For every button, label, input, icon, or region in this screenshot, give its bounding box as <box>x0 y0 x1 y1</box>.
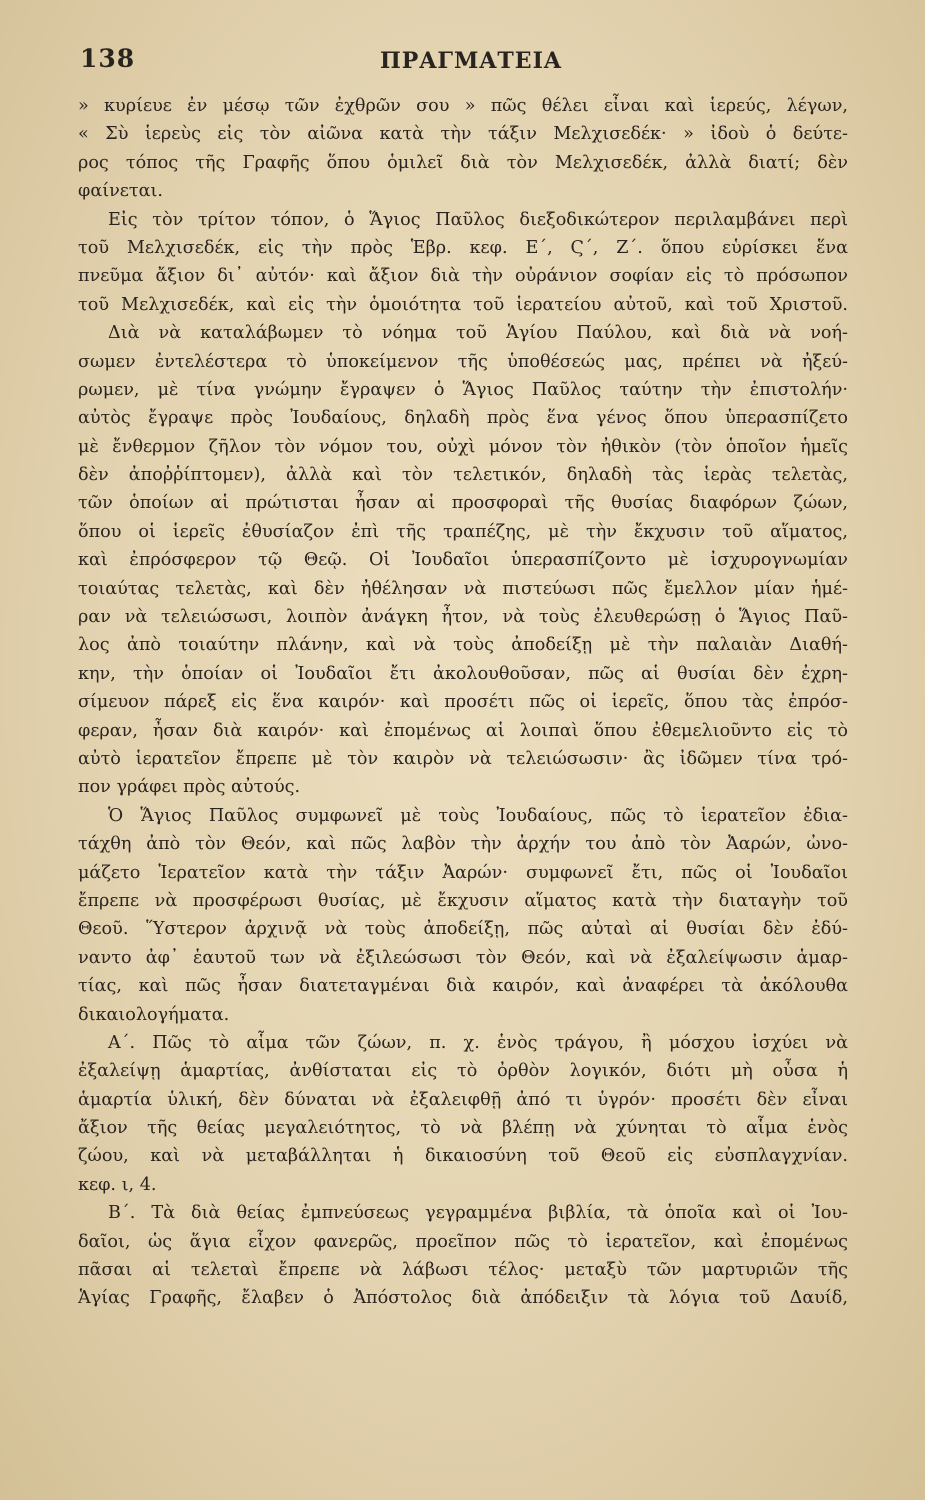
text-line: ραν νὰ τελειώσωσι, λοιπὸν ἀνάγκη ἦτον, νὰ τοὺς ἐλευθερώσῃ ὁ Ἅγιος Παῦ- <box>78 607 848 628</box>
text-line: ρος τόπος τῆς Γραφῆς ὅπου ὁμιλεῖ διὰ τὸν Μελχισεδέκ, ἀλλὰ διατί; δὲν <box>78 152 848 173</box>
text-line: « Σὺ ἱερεὺς εἰς τὸν αἰῶνα κατὰ τὴν τάξιν Μελχισεδέκ· » ἰδοὺ ὁ δεύτε- <box>78 124 848 145</box>
text-line: σίμευον πάρεξ εἰς ἕνα καιρόν· καὶ προσέτι πῶς οἱ ἱερεῖς, ὅπου τὰς ἐπρόσ- <box>78 692 848 713</box>
text-line: Ἁγίας Γραφῆς, ἔλαβεν ὁ Ἀπόστολος διὰ ἀπόδειξιν τὰ λόγια τοῦ Δαυίδ, <box>78 1288 848 1309</box>
text-line: ἔπρεπε νὰ προσφέρωσι θυσίας, μὲ ἔκχυσιν αἵματος κατὰ τὴν διαταγὴν τοῦ <box>78 890 848 911</box>
text-line: πον γράφει πρὸς αὐτούς. <box>78 777 301 798</box>
text-line: ἄξιον τῆς θείας μεγαλειότητος, τὸ νὰ βλέπῃ νὰ χύνηται τὸ αἷμα ἑνὸς <box>78 1118 848 1139</box>
text-line: ἐξαλείψῃ ἁμαρτίας, ἀνθίσταται εἰς τὸ ὀρθὸν λογικόν, διότι μὴ οὖσα ἡ <box>78 1061 848 1082</box>
text-line: ναντο ἀφ᾽ ἑαυτοῦ των νὰ ἐξιλεώσωσι τὸν Θεόν, καὶ νὰ ἐξαλείψωσιν ἁμαρ- <box>78 947 848 968</box>
text-line: κην, τὴν ὁποίαν οἱ Ἰουδαῖοι ἔτι ἀκολουθοῦσαν, πῶς αἱ θυσίαι δὲν ἐχρη- <box>78 663 848 684</box>
text-line: τοῦ Μελχισεδέκ, καὶ εἰς τὴν ὁμοιότητα τοῦ ἱερατείου αὐτοῦ, καὶ τοῦ Χριστοῦ. <box>78 294 848 315</box>
text-line: αὐτὸς ἔγραψε πρὸς Ἰουδαίους, δηλαδὴ πρὸς ἕνα γένος ὅπου ὑπερασπίζετο <box>78 408 848 429</box>
text-line: φαίνεται. <box>78 181 164 202</box>
text-line: Εἰς τὸν τρίτον τόπον, ὁ Ἅγιος Παῦλος διεξοδικώτερον περιλαμβάνει περὶ <box>108 209 848 230</box>
text-line: τῶν ὁποίων αἱ πρώτισται ἦσαν αἱ προσφοραὶ τῆς θυσίας διαφόρων ζώων, <box>78 493 848 514</box>
text-line: Ὁ Ἅγιος Παῦλος συμφωνεῖ μὲ τοὺς Ἰουδαίους, πῶς τὸ ἱερατεῖον ἐδια- <box>108 805 848 826</box>
text-line: Διὰ νὰ καταλάβωμεν τὸ νόημα τοῦ Ἁγίου Παύλου, καὶ διὰ νὰ νοή- <box>108 323 848 344</box>
text-line: ρωμεν, μὲ τίνα γνώμην ἔγραψεν ὁ Ἅγιος Παῦλος ταύτην τὴν ἐπιστολήν· <box>78 379 848 400</box>
text-line: μὲ ἔνθερμον ζῆλον τὸν νόμον του, οὐχὶ μόνον τὸν ἠθικὸν (τὸν ὁποῖον ἡμεῖς <box>78 436 848 457</box>
running-title: ΠΡΑΓΜΑΤΕΙΑ <box>380 48 562 74</box>
text-line: τοῦ Μελχισεδέκ, εἰς τὴν πρὸς Ἑβρ. κεφ. Ε΄, Ϛ΄, Ζ΄. ὅπου εὑρίσκει ἕνα <box>78 237 848 258</box>
text-line: Β΄. Τὰ διὰ θείας ἐμπνεύσεως γεγραμμένα βιβλία, τὰ ὁποῖα καὶ οἱ Ἰου- <box>108 1203 848 1224</box>
text-line: τάχθη ἀπὸ τὸν Θεόν, καὶ πῶς λαβὸν τὴν ἀρχήν του ἀπὸ τὸν Ἀαρών, ὠνο- <box>78 834 848 855</box>
text-line: πᾶσαι αἱ τελεταὶ ἔπρεπε νὰ λάβωσι τέλος· μεταξὺ τῶν μαρτυριῶν τῆς <box>78 1260 848 1281</box>
text-line: καὶ ἐπρόσφερον τῷ Θεῷ. Οἱ Ἰουδαῖοι ὑπερασπίζοντο μὲ ἰσχυρογνωμίαν <box>78 550 848 571</box>
text-line: σωμεν ἐντελέστερα τὸ ὑποκείμενον τῆς ὑποθέσεώς μας, πρέπει νὰ ἠξεύ- <box>78 351 848 372</box>
page-header <box>80 44 865 84</box>
text-line: Α΄. Πῶς τὸ αἷμα τῶν ζώων, π. χ. ἑνὸς τράγου, ἢ μόσχου ἰσχύει νὰ <box>108 1032 848 1053</box>
text-line: Θεοῦ. Ὕστερον ἀρχινᾷ νὰ τοὺς ἀποδείξῃ, πῶς αὐταὶ αἱ θυσίαι δὲν ἐδύ- <box>78 919 848 940</box>
text-line: λος ἀπὸ τοιαύτην πλάνην, καὶ νὰ τοὺς ἀποδείξῃ μὲ τὴν παλαιὰν Διαθή- <box>78 635 848 656</box>
text-line: πνεῦμα ἄξιον δι᾽ αὐτόν· καὶ ἄξιον διὰ τὴν οὐράνιον σοφίαν εἰς τὸ πρόσωπον <box>78 266 848 287</box>
text-line: τίας, καὶ πῶς ἦσαν διατεταγμέναι διὰ καιρόν, καὶ ἀναφέρει τὰ ἀκόλουθα <box>78 976 848 997</box>
text-line: μάζετο Ἱερατεῖον κατὰ τὴν τάξιν Ἀαρών· συμφωνεῖ ἔτι, πῶς οἱ Ἰουδαῖοι <box>78 862 848 883</box>
text-line: δικαιολογήματα. <box>78 1004 230 1025</box>
text-line: κεφ. ι, 4. <box>78 1174 157 1195</box>
body-text <box>78 92 848 1313</box>
text-line: ἁμαρτία ὑλική, δὲν δύναται νὰ ἐξαλειφθῇ ἀπό τι ὑγρόν· προσέτι δὲν εἶναι <box>78 1089 848 1110</box>
text-line: φεραν, ἦσαν διὰ καιρόν· καὶ ἐπομένως αἱ λοιπαὶ ὅπου ἐθεμελιοῦντο εἰς τὸ <box>78 720 848 741</box>
text-line: δὲν ἀποῤῥίπτομεν), ἀλλὰ καὶ τὸν τελετικόν, δηλαδὴ τὰς ἱερὰς τελετὰς, <box>78 465 848 486</box>
text-line: αὐτὸ ἱερατεῖον ἔπρεπε μὲ τὸν καιρὸν νὰ τελειώσωσιν· ἂς ἰδῶμεν τίνα τρό- <box>78 748 848 769</box>
page-number: 138 <box>80 44 136 73</box>
text-line: τοιαύτας τελετὰς, καὶ δὲν ἠθέλησαν νὰ πιστεύωσι πῶς ἔμελλον μίαν ἡμέ- <box>78 578 848 599</box>
text-line: » κυρίευε ἐν μέσῳ τῶν ἐχθρῶν σου » πῶς θέλει εἶναι καὶ ἱερεύς, λέγων, <box>78 96 848 116</box>
text-line: ζώου, καὶ νὰ μεταβάλληται ἡ δικαιοσύνη τοῦ Θεοῦ εἰς εὐσπλαγχνίαν. <box>78 1146 848 1167</box>
text-line: δαῖοι, ὡς ἅγια εἶχον φανερῶς, προεῖπον πῶς τὸ ἱερατεῖον, καὶ ἐπομένως <box>78 1231 848 1252</box>
text-line: ὅπου οἱ ἱερεῖς ἐθυσίαζον ἐπὶ τῆς τραπέζης, μὲ τὴν ἔκχυσιν τοῦ αἵματος, <box>78 521 848 542</box>
